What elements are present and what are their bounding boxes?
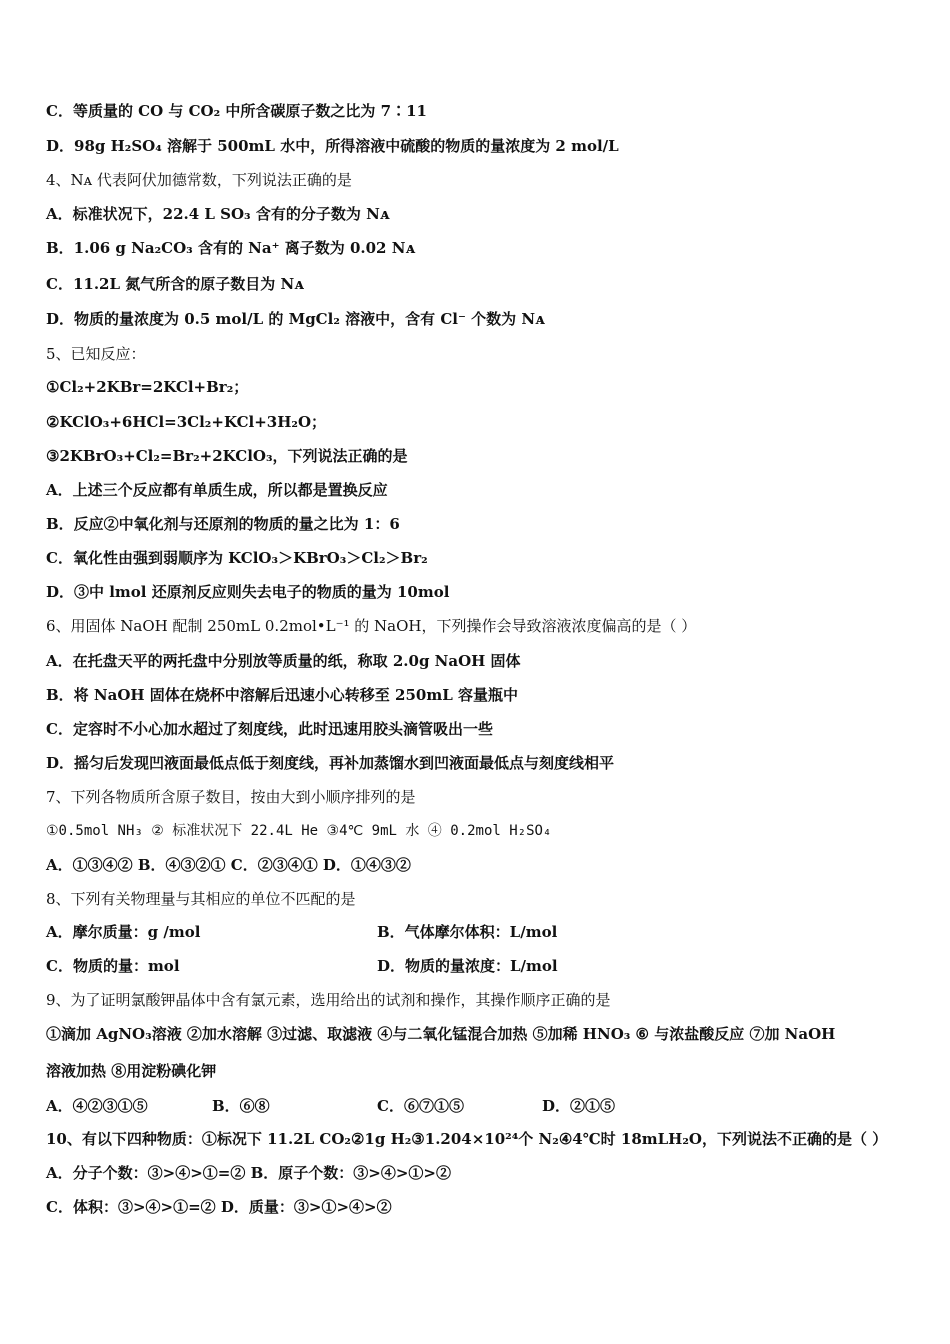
q9-stem: 9、为了证明氯酸钾晶体中含有氯元素，选用给出的试剂和操作，其操作顺序正确的是	[46, 991, 611, 1009]
q5-reaction-1: ①Cl₂+2KBr=2KCl+Br₂；	[46, 378, 249, 396]
q5-option-a: A．上述三个反应都有单质生成，所以都是置换反应	[46, 481, 388, 499]
q8-option-c: C．物质的量：mol	[46, 957, 180, 975]
q8-option-a: A．摩尔质量：g /mol	[46, 923, 201, 941]
q6-option-d: D．摇匀后发现凹液面最低点低于刻度线，再补加蒸馏水到凹液面最低点与刻度线相平	[46, 754, 615, 772]
q5-option-c: C．氧化性由强到弱顺序为 KClO₃＞KBrO₃＞Cl₂＞Br₂	[46, 549, 428, 567]
q4-option-b: B．1.06 g Na₂CO₃ 含有的 Na⁺ 离子数为 0.02 Nᴀ	[46, 239, 416, 257]
q6-option-c: C．定容时不小心加水超过了刻度线，此时迅速用胶头滴管吸出一些	[46, 720, 493, 738]
q7-items: ①0.5mol NH₃ ② 标准状况下 22.4L He ③4℃ 9mL 水 ④ 0.2mol H₂SO₄	[46, 823, 552, 839]
q10-options-ab: A．分子个数：③>④>①=② B．原子个数：③>④>①>②	[46, 1164, 451, 1182]
q9-steps-line2: 溶液加热 ⑧用淀粉碘化钾	[46, 1062, 217, 1080]
q6-stem: 6、用固体 NaOH 配制 250mL 0.2mol•L⁻¹ 的 NaOH，下列操作会导致溶液浓度偏高的是（ ）	[46, 617, 697, 635]
q5-reaction-2: ②KClO₃+6HCl=3Cl₂+KCl+3H₂O；	[46, 413, 327, 431]
q9-option-a: A．④②③①⑤	[46, 1097, 148, 1115]
q4-stem: 4、Nᴀ 代表阿伏加德常数，下列说法正确的是	[46, 171, 352, 189]
q5-reaction-3: ③2KBrO₃+Cl₂=Br₂+2KClO₃，下列说法正确的是	[46, 447, 408, 465]
q5-stem: 5、已知反应：	[46, 345, 146, 363]
q5-option-d: D．③中 lmol 还原剂反应则失去电子的物质的量为 10mol	[46, 583, 450, 601]
q9-steps-line1: ①滴加 AgNO₃溶液 ②加水溶解 ③过滤、取滤液 ④与二氧化锰混合加热 ⑤加稀 HNO₃ ⑥ 与浓盐酸反应 ⑦加 NaOH	[46, 1025, 836, 1043]
q7-stem: 7、下列各物质所含原子数目，按由大到小顺序排列的是	[46, 788, 416, 806]
q8-option-d: D．物质的量浓度：L/mol	[377, 957, 558, 975]
q3-option-d: D．98g H₂SO₄ 溶解于 500mL 水中，所得溶液中硫酸的物质的量浓度为 2 mol/L	[46, 137, 619, 155]
q3-option-c: C．等质量的 CO 与 CO₂ 中所含碳原子数之比为 7∶11	[46, 102, 427, 120]
q9-option-b: B．⑥⑧	[212, 1097, 270, 1115]
q4-option-d: D．物质的量浓度为 0.5 mol/L 的 MgCl₂ 溶液中，含有 Cl⁻ 个数为 Nᴀ	[46, 310, 545, 328]
q10-options-cd: C．体积：③>④>①=② D．质量：③>①>④>②	[46, 1198, 392, 1216]
q8-stem: 8、下列有关物理量与其相应的单位不匹配的是	[46, 890, 356, 908]
q4-option-c: C．11.2L 氮气所含的原子数目为 Nᴀ	[46, 275, 304, 293]
q7-options: A．①③④② B．④③②① C．②③④① D．①④③②	[46, 856, 411, 874]
q6-option-a: A．在托盘天平的两托盘中分别放等质量的纸，称取 2.0g NaOH 固体	[46, 652, 521, 670]
q5-option-b: B．反应②中氧化剂与还原剂的物质的量之比为 1：6	[46, 515, 400, 533]
q6-option-b: B．将 NaOH 固体在烧杯中溶解后迅速小心转移至 250mL 容量瓶中	[46, 686, 518, 704]
q8-option-b: B．气体摩尔体积：L/mol	[377, 923, 558, 941]
q4-option-a: A．标准状况下，22.4 L SO₃ 含有的分子数为 Nᴀ	[46, 205, 390, 223]
q10-stem: 10、有以下四种物质：①标况下 11.2L CO₂②1g H₂③1.204×10²⁴个 N₂④4℃时 18mLH₂O，下列说法不正确的是（ ）	[46, 1130, 888, 1148]
q9-option-c: C．⑥⑦①⑤	[377, 1097, 464, 1115]
q9-option-d: D．②①⑤	[542, 1097, 616, 1115]
